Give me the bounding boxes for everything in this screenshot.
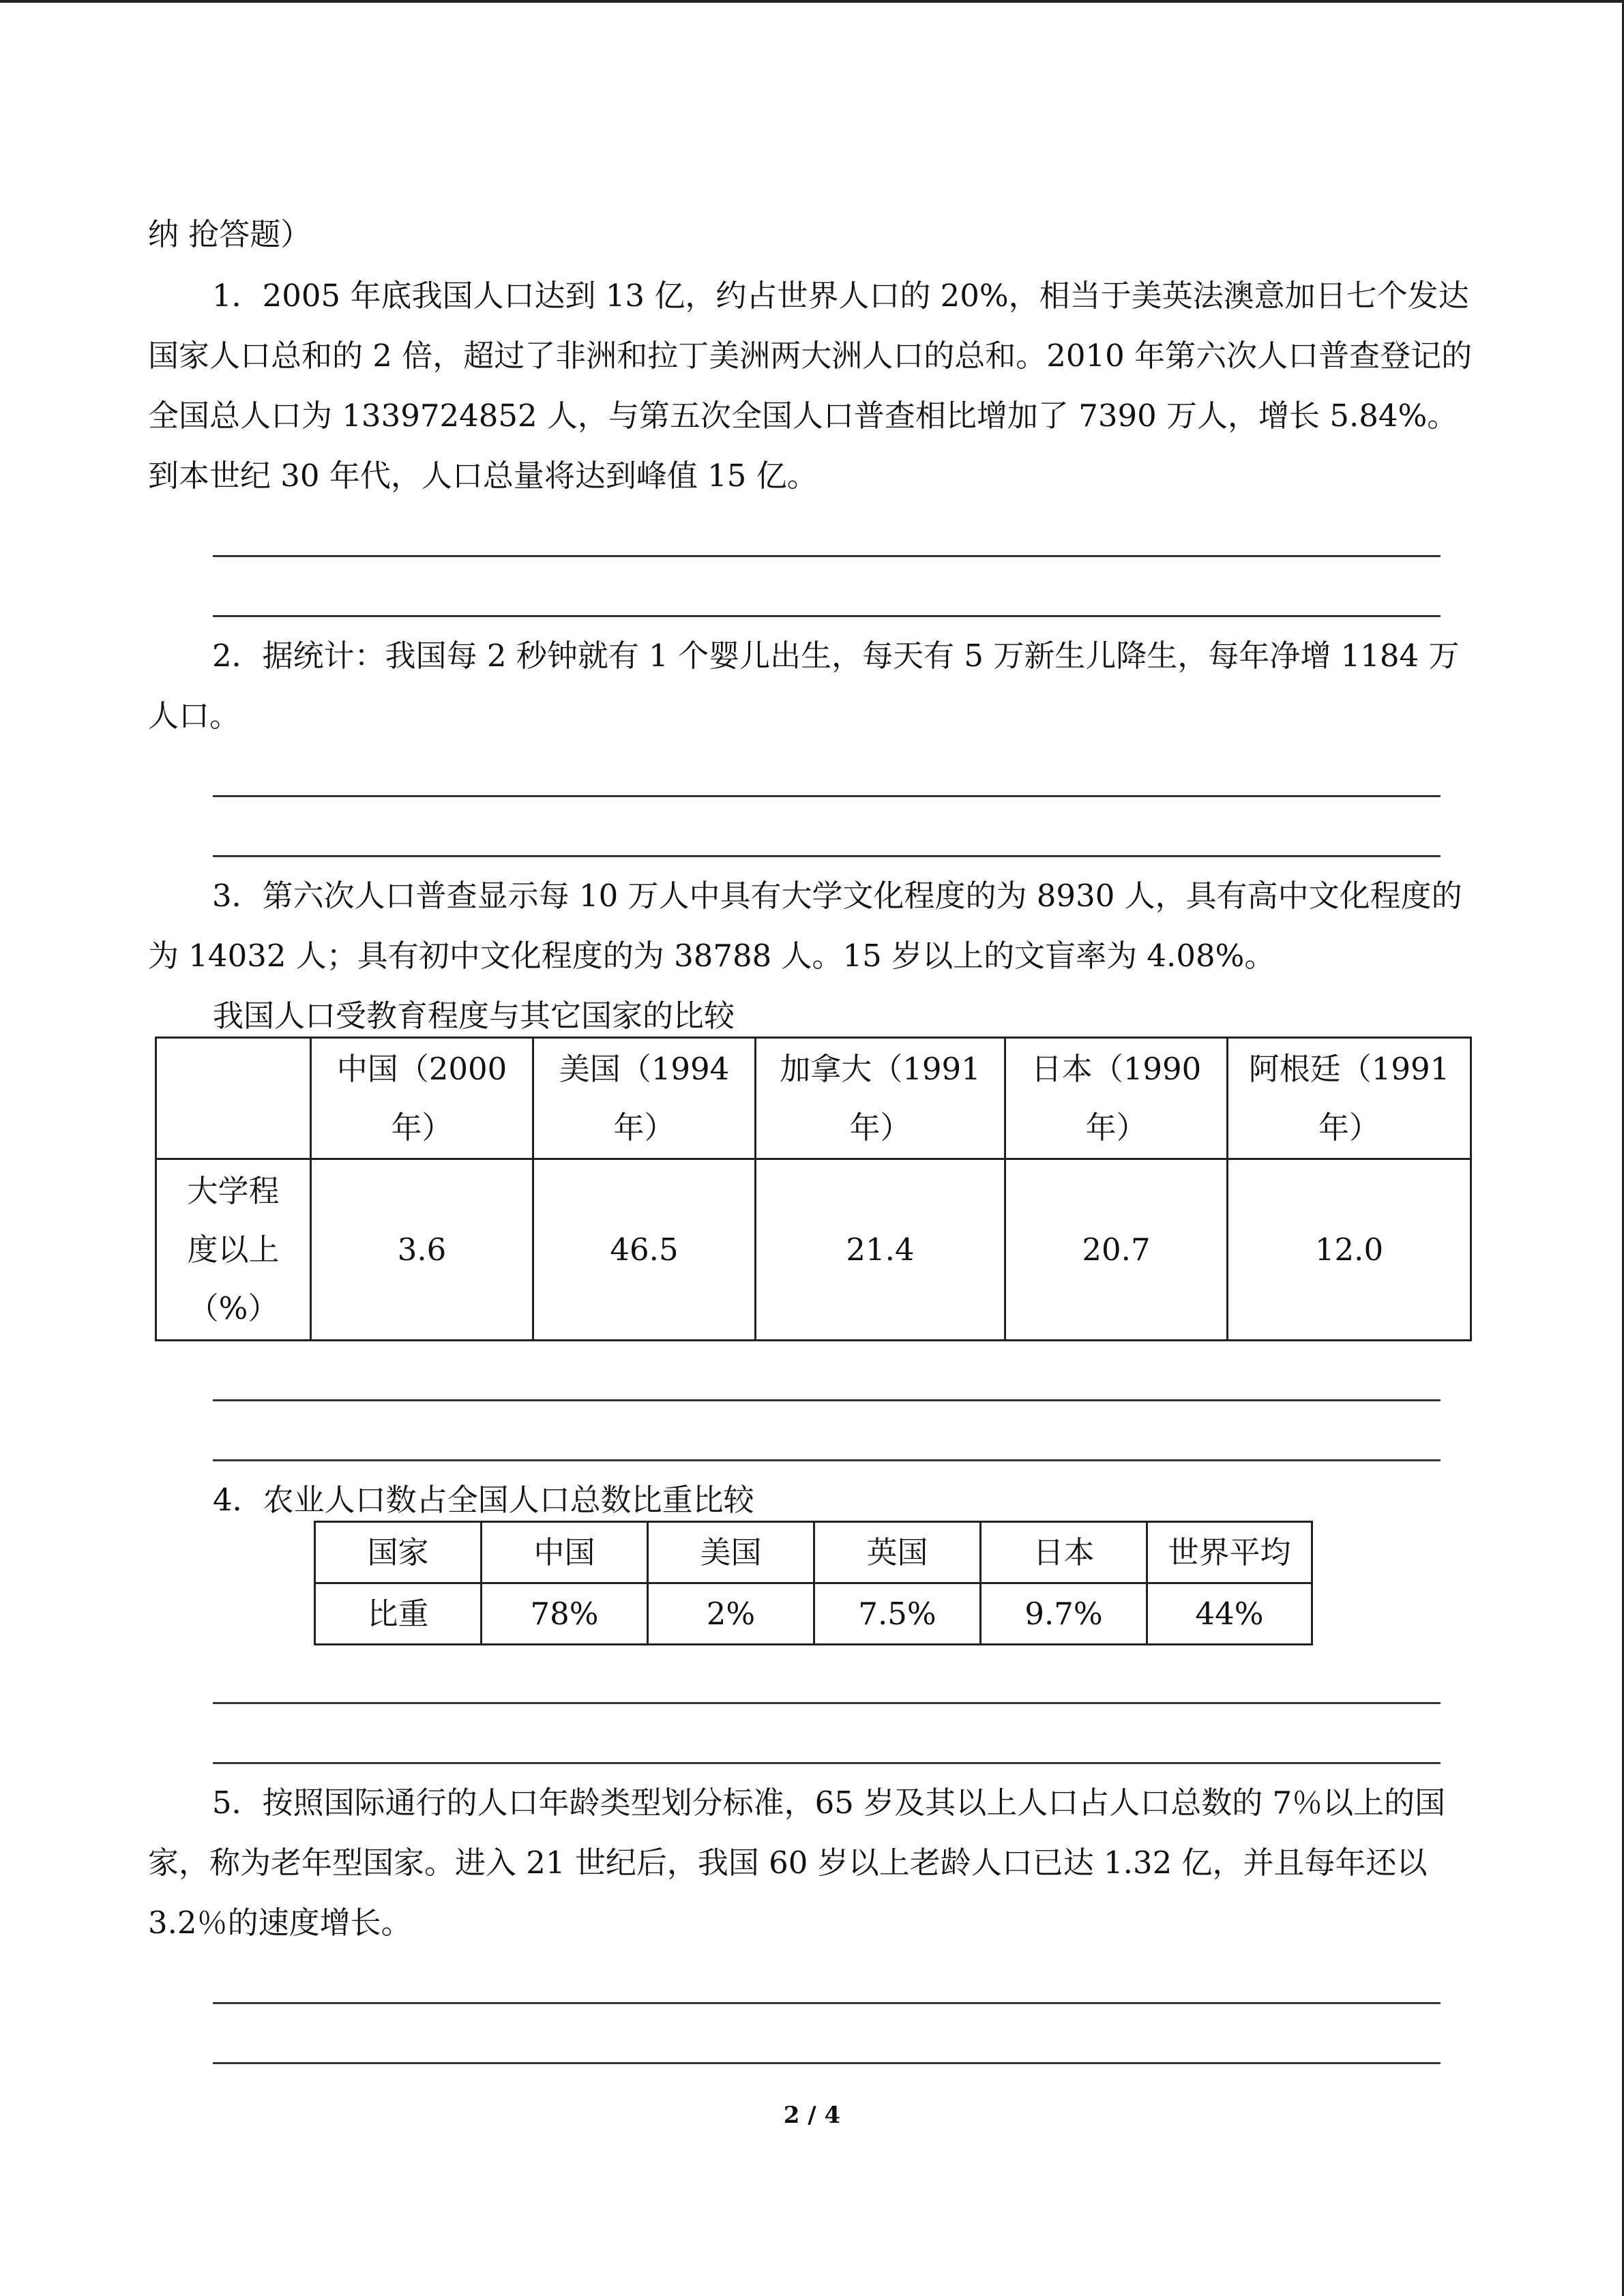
education-table-caption: 我国人口受教育程度与其它国家的比较 bbox=[213, 998, 735, 1034]
question-4-title: 4．农业人口数占全国人口总数比重比较 bbox=[213, 1482, 754, 1518]
question-1: 1．2005 年底我国人口达到 13 亿，约占世界人口的 20%，相当于美英法澳意加日七个发达国家人口总和的 2 倍，超过了非洲和拉丁美洲两大洲人口的总和。2010 年第六次人口普查登记的全国总人口为 1339724852 人，与第五次全国人口普查相比增加了 7390 万人，增长 5.84%。到本世纪 30 年代，人口总量将达到峰值 15 亿。 bbox=[148, 278, 1473, 494]
country-cell: 世界平均 bbox=[1147, 1522, 1312, 1583]
header-label-cell: 国家 bbox=[315, 1522, 482, 1583]
country-cell: 美国 bbox=[648, 1522, 814, 1583]
empty-corner-cell bbox=[156, 1038, 311, 1159]
value-cell: 9.7% bbox=[981, 1583, 1147, 1645]
intro-text: 纳 抢答题） bbox=[148, 216, 312, 252]
value-cell: 21.4 bbox=[756, 1159, 1005, 1341]
value-cell: 7.5% bbox=[814, 1583, 981, 1645]
agriculture-header-row bbox=[315, 1522, 1312, 1583]
answer-line-5a[interactable] bbox=[213, 2002, 1441, 2004]
header-cell: 日本（1990 年） bbox=[1005, 1038, 1228, 1159]
page-number: 2 / 4 bbox=[783, 2102, 841, 2129]
answer-line-3b[interactable] bbox=[213, 1459, 1441, 1461]
question-2: 2．据统计：我国每 2 秒钟就有 1 个婴儿出生，每天有 5 万新生儿降生，每年净增 1184 万人口。 bbox=[148, 638, 1460, 734]
value-cell: 2% bbox=[648, 1583, 814, 1645]
row-label-cell: 大学程度以上（%） bbox=[156, 1159, 311, 1341]
education-data-row bbox=[156, 1159, 1471, 1341]
education-header-row bbox=[156, 1038, 1471, 1159]
question-3: 3．第六次人口普查显示每 10 万人中具有大学文化程度的为 8930 人，具有高中文化程度的为 14032 人；具有初中文化程度的为 38788 人。15 岁以上的文盲率为 4.08%。 bbox=[148, 878, 1462, 974]
value-cell: 46.5 bbox=[533, 1159, 756, 1341]
value-cell: 20.7 bbox=[1005, 1159, 1228, 1341]
agriculture-table bbox=[314, 1521, 1313, 1645]
answer-line-1a[interactable] bbox=[213, 555, 1441, 557]
value-cell: 78% bbox=[482, 1583, 648, 1645]
value-cell: 44% bbox=[1147, 1583, 1312, 1645]
answer-line-5b[interactable] bbox=[213, 2062, 1441, 2064]
answer-line-4a[interactable] bbox=[213, 1702, 1441, 1704]
answer-line-4b[interactable] bbox=[213, 1762, 1441, 1764]
country-cell: 英国 bbox=[814, 1522, 981, 1583]
answer-line-3a[interactable] bbox=[213, 1399, 1441, 1401]
education-table bbox=[155, 1037, 1472, 1341]
country-cell: 中国 bbox=[482, 1522, 648, 1583]
value-cell: 12.0 bbox=[1228, 1159, 1471, 1341]
agriculture-data-row bbox=[315, 1583, 1312, 1645]
row-label-cell: 比重 bbox=[315, 1583, 482, 1645]
header-cell: 加拿大（1991 年） bbox=[756, 1038, 1005, 1159]
value-cell: 3.6 bbox=[311, 1159, 533, 1341]
country-cell: 日本 bbox=[981, 1522, 1147, 1583]
header-cell: 阿根廷（1991 年） bbox=[1228, 1038, 1471, 1159]
header-cell: 美国（1994 年） bbox=[533, 1038, 756, 1159]
answer-line-2a[interactable] bbox=[213, 795, 1441, 797]
question-5: 5．按照国际通行的人口年龄类型划分标准，65 岁及其以上人口占人口总数的 7％以上的国家，称为老年型国家。进入 21 世纪后，我国 60 岁以上老龄人口已达 1.32 亿，并且每年还以 3.2％的速度增长。 bbox=[148, 1785, 1446, 1941]
answer-line-1b[interactable] bbox=[213, 615, 1441, 617]
header-cell: 中国（2000 年） bbox=[311, 1038, 533, 1159]
top-border bbox=[0, 0, 1624, 3]
answer-line-2b[interactable] bbox=[213, 855, 1441, 857]
